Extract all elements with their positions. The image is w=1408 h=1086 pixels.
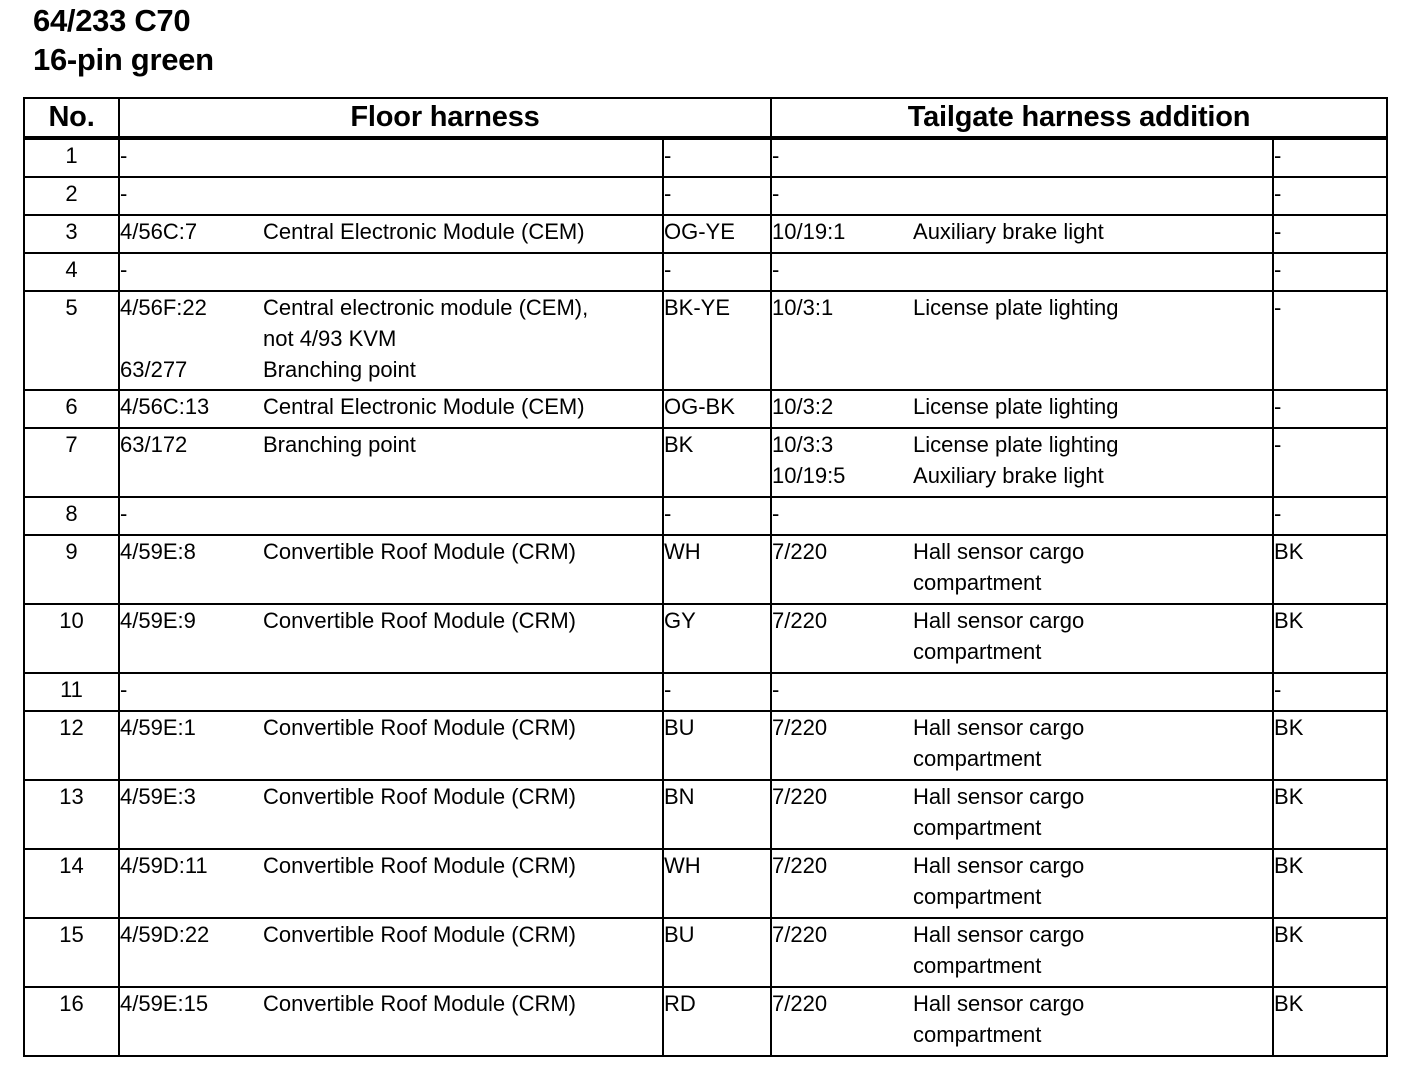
tail-harness-entries <box>771 780 1273 849</box>
table-row <box>24 711 1387 780</box>
connector-id-title: 64/233 C70 <box>33 3 191 38</box>
table-row <box>24 428 1387 497</box>
floor-harness-entries <box>119 918 663 987</box>
floor-wire-color: BU <box>663 711 771 780</box>
tail-harness-entries <box>771 711 1273 780</box>
tailgate-wire-color: - <box>1273 497 1387 535</box>
floor-wire-color: BK <box>663 428 771 497</box>
tailgate-wire-color: BK <box>1273 918 1387 987</box>
tail-entry-line <box>772 460 1272 491</box>
tail-component-description: compartment <box>913 884 1042 909</box>
tail-component-code: 10/3:1 <box>772 295 834 320</box>
table-row <box>24 918 1387 987</box>
tail-entry-line <box>772 636 1272 667</box>
tailgate-wire-color: - <box>1273 291 1387 390</box>
floor-harness-entries <box>119 138 663 177</box>
floor-harness-entries <box>119 673 663 711</box>
pin-number: 13 <box>24 780 119 849</box>
floor-component-description: Central Electronic Module (CEM) <box>263 219 585 244</box>
table-row <box>24 138 1387 177</box>
tail-component-code <box>772 636 913 667</box>
floor-component-code: - <box>120 677 128 702</box>
tail-component-description <box>913 498 1272 529</box>
pin-number: 2 <box>24 177 119 215</box>
tailgate-wire-color: - <box>1273 673 1387 711</box>
floor-component-code: - <box>120 143 128 168</box>
floor-wire-color: RD <box>663 987 771 1056</box>
tail-entry-line <box>772 429 1272 460</box>
tail-entry-line <box>772 216 1272 247</box>
tail-entry-line <box>772 567 1272 598</box>
floor-entry-line <box>120 178 662 209</box>
floor-wire-color: - <box>663 177 771 215</box>
floor-wire-color: GY <box>663 604 771 673</box>
pinout-table-body <box>24 138 1387 1056</box>
floor-wire-color: - <box>663 253 771 291</box>
floor-wire-color: - <box>663 497 771 535</box>
floor-entry-line <box>120 712 662 743</box>
tail-component-code: - <box>772 143 780 168</box>
floor-component-description: Convertible Roof Module (CRM) <box>263 608 576 633</box>
header-floor-harness: Floor harness <box>119 98 771 138</box>
floor-component-code: - <box>120 257 128 282</box>
tail-component-description: compartment <box>913 570 1042 595</box>
floor-component-code: 63/277 <box>120 357 188 382</box>
tail-entry-line <box>772 988 1272 1019</box>
pinout-table <box>23 97 1388 1057</box>
pin-number: 1 <box>24 138 119 177</box>
tail-harness-entries <box>771 918 1273 987</box>
tail-component-code: 7/220 <box>772 608 828 633</box>
tailgate-wire-color: BK <box>1273 987 1387 1056</box>
tail-component-code <box>772 881 913 912</box>
floor-entry-line <box>120 536 662 567</box>
floor-wire-color: WH <box>663 849 771 918</box>
tail-component-description <box>913 254 1272 285</box>
tail-component-description: compartment <box>913 815 1042 840</box>
table-row <box>24 177 1387 215</box>
floor-component-description: Convertible Roof Module (CRM) <box>263 991 576 1016</box>
floor-component-description: Convertible Roof Module (CRM) <box>263 784 576 809</box>
tail-component-code: 7/220 <box>772 991 828 1016</box>
tail-component-description: Auxiliary brake light <box>913 463 1104 488</box>
header-no: No. <box>24 98 119 138</box>
pin-number: 9 <box>24 535 119 604</box>
tail-harness-entries <box>771 673 1273 711</box>
table-row <box>24 849 1387 918</box>
floor-wire-color: BK-YE <box>663 291 771 390</box>
tail-harness-entries <box>771 138 1273 177</box>
tail-component-description: Hall sensor cargo <box>913 715 1085 740</box>
tailgate-wire-color: BK <box>1273 780 1387 849</box>
floor-harness-entries <box>119 177 663 215</box>
floor-component-code: 4/59D:22 <box>120 922 210 947</box>
pin-number: 3 <box>24 215 119 253</box>
floor-entry-line <box>120 354 662 385</box>
table-row <box>24 673 1387 711</box>
tail-harness-entries <box>771 215 1273 253</box>
floor-component-code: 4/56C:13 <box>120 394 210 419</box>
tailgate-wire-color: BK <box>1273 711 1387 780</box>
floor-component-code: 4/59E:15 <box>120 991 209 1016</box>
tail-harness-entries <box>771 428 1273 497</box>
tail-component-description: compartment <box>913 1022 1042 1047</box>
tail-harness-entries <box>771 253 1273 291</box>
tail-component-code <box>772 743 913 774</box>
tail-component-code: 10/3:3 <box>772 432 834 457</box>
table-header-row <box>24 98 1387 138</box>
tail-harness-entries <box>771 177 1273 215</box>
tail-entry-line <box>772 881 1272 912</box>
tail-harness-entries <box>771 604 1273 673</box>
tail-component-code: - <box>772 181 780 206</box>
floor-entry-line <box>120 988 662 1019</box>
floor-harness-entries <box>119 253 663 291</box>
floor-harness-entries <box>119 291 663 390</box>
tail-harness-entries <box>771 390 1273 428</box>
tail-entry-line <box>772 536 1272 567</box>
tail-component-description <box>913 178 1272 209</box>
pin-number: 16 <box>24 987 119 1056</box>
tail-component-description: Hall sensor cargo <box>913 784 1085 809</box>
floor-entry-line <box>120 498 662 529</box>
tailgate-wire-color: - <box>1273 253 1387 291</box>
floor-component-description: Branching point <box>263 357 416 382</box>
pin-number: 7 <box>24 428 119 497</box>
tail-component-code: - <box>772 501 780 526</box>
tail-harness-entries <box>771 849 1273 918</box>
tail-component-description: compartment <box>913 953 1042 978</box>
floor-component-code: 4/59D:11 <box>120 853 208 878</box>
tail-component-description: License plate lighting <box>913 295 1119 320</box>
pin-number: 5 <box>24 291 119 390</box>
pin-number: 4 <box>24 253 119 291</box>
tail-harness-entries <box>771 987 1273 1056</box>
floor-component-description: not 4/93 KVM <box>263 326 397 351</box>
tailgate-wire-color: - <box>1273 215 1387 253</box>
floor-wire-color: BU <box>663 918 771 987</box>
floor-harness-entries <box>119 497 663 535</box>
pin-number: 10 <box>24 604 119 673</box>
tail-component-description: License plate lighting <box>913 394 1119 419</box>
tailgate-wire-color: - <box>1273 428 1387 497</box>
pin-number: 15 <box>24 918 119 987</box>
tail-entry-line <box>772 674 1272 705</box>
tailgate-wire-color: BK <box>1273 535 1387 604</box>
floor-harness-entries <box>119 987 663 1056</box>
tail-entry-line <box>772 812 1272 843</box>
floor-component-code: - <box>120 501 128 526</box>
tail-harness-entries <box>771 535 1273 604</box>
table-row <box>24 390 1387 428</box>
tailgate-wire-color: BK <box>1273 849 1387 918</box>
tail-entry-line <box>772 140 1272 171</box>
floor-wire-color: - <box>663 138 771 177</box>
floor-wire-color: OG-BK <box>663 390 771 428</box>
tail-component-code: - <box>772 257 780 282</box>
floor-component-description: Convertible Roof Module (CRM) <box>263 715 576 740</box>
tail-component-description <box>913 674 1272 705</box>
floor-entry-line <box>120 919 662 950</box>
floor-component-code: 4/59E:8 <box>120 539 196 564</box>
tail-entry-line <box>772 850 1272 881</box>
tail-entry-line <box>772 391 1272 422</box>
tail-component-description: Hall sensor cargo <box>913 608 1085 633</box>
tail-entry-line <box>772 1019 1272 1050</box>
tail-component-code <box>772 812 913 843</box>
table-row <box>24 215 1387 253</box>
tail-component-description: License plate lighting <box>913 432 1119 457</box>
floor-entry-line <box>120 605 662 636</box>
floor-entry-line <box>120 391 662 422</box>
tail-component-description <box>913 140 1272 171</box>
pin-number: 11 <box>24 673 119 711</box>
floor-component-description: Branching point <box>263 432 416 457</box>
tail-entry-line <box>772 605 1272 636</box>
floor-component-description <box>263 178 662 209</box>
table-row <box>24 253 1387 291</box>
floor-harness-entries <box>119 711 663 780</box>
floor-entry-line <box>120 216 662 247</box>
tailgate-wire-color: BK <box>1273 604 1387 673</box>
floor-component-code: 4/59E:1 <box>120 715 196 740</box>
tail-component-code: 7/220 <box>772 539 828 564</box>
tail-component-code: - <box>772 677 780 702</box>
floor-entry-line <box>120 781 662 812</box>
floor-entry-line <box>120 674 662 705</box>
tail-component-description: Hall sensor cargo <box>913 853 1085 878</box>
table-row <box>24 497 1387 535</box>
floor-harness-entries <box>119 535 663 604</box>
tail-harness-entries <box>771 291 1273 390</box>
tailgate-wire-color: - <box>1273 390 1387 428</box>
tail-component-code: 7/220 <box>772 784 828 809</box>
tail-component-code: 10/19:5 <box>772 463 846 488</box>
tail-entry-line <box>772 950 1272 981</box>
floor-component-code: 4/59E:3 <box>120 784 196 809</box>
floor-component-description <box>263 674 662 705</box>
table-row <box>24 535 1387 604</box>
tail-component-code: 10/3:2 <box>772 394 834 419</box>
table-row <box>24 291 1387 390</box>
floor-component-code: 4/56F:22 <box>120 295 207 320</box>
floor-component-description: Central Electronic Module (CEM) <box>263 394 585 419</box>
tail-component-code: 10/19:1 <box>772 219 846 244</box>
floor-entry-line <box>120 140 662 171</box>
floor-component-description <box>263 140 662 171</box>
tail-component-description: Auxiliary brake light <box>913 219 1104 244</box>
tailgate-wire-color: - <box>1273 177 1387 215</box>
floor-harness-entries <box>119 428 663 497</box>
header-tailgate-harness: Tailgate harness addition <box>771 98 1387 138</box>
tail-entry-line <box>772 712 1272 743</box>
tail-entry-line <box>772 781 1272 812</box>
pin-number: 6 <box>24 390 119 428</box>
floor-entry-line <box>120 850 662 881</box>
floor-component-code: 63/172 <box>120 432 188 457</box>
tail-entry-line <box>772 178 1272 209</box>
floor-component-description <box>263 254 662 285</box>
floor-wire-color: WH <box>663 535 771 604</box>
tail-entry-line <box>772 254 1272 285</box>
floor-entry-line <box>120 323 662 354</box>
tail-entry-line <box>772 498 1272 529</box>
tail-entry-line <box>772 743 1272 774</box>
floor-harness-entries <box>119 215 663 253</box>
tail-component-description: Hall sensor cargo <box>913 922 1085 947</box>
floor-component-description: Convertible Roof Module (CRM) <box>263 853 576 878</box>
floor-component-code: 4/56C:7 <box>120 219 198 244</box>
tail-entry-line <box>772 292 1272 323</box>
floor-entry-line <box>120 429 662 460</box>
tail-component-code <box>772 1019 913 1050</box>
tailgate-wire-color: - <box>1273 138 1387 177</box>
tail-component-code <box>772 950 913 981</box>
tail-component-code: 7/220 <box>772 853 828 878</box>
floor-component-code: - <box>120 181 128 206</box>
tail-component-description: compartment <box>913 746 1042 771</box>
floor-component-description <box>263 498 662 529</box>
tail-component-description: Hall sensor cargo <box>913 991 1085 1016</box>
floor-harness-entries <box>119 849 663 918</box>
tail-component-code <box>772 567 913 598</box>
floor-component-code: 4/59E:9 <box>120 608 196 633</box>
pin-number: 14 <box>24 849 119 918</box>
table-row <box>24 780 1387 849</box>
floor-component-description: Convertible Roof Module (CRM) <box>263 539 576 564</box>
pin-number: 12 <box>24 711 119 780</box>
floor-entry-line <box>120 254 662 285</box>
floor-wire-color: OG-YE <box>663 215 771 253</box>
floor-harness-entries <box>119 390 663 428</box>
tail-harness-entries <box>771 497 1273 535</box>
floor-harness-entries <box>119 780 663 849</box>
floor-entry-line <box>120 292 662 323</box>
table-row <box>24 604 1387 673</box>
tail-component-code: 7/220 <box>772 922 828 947</box>
tail-component-description: compartment <box>913 639 1042 664</box>
floor-component-description: Convertible Roof Module (CRM) <box>263 922 576 947</box>
floor-harness-entries <box>119 604 663 673</box>
floor-wire-color: - <box>663 673 771 711</box>
floor-wire-color: BN <box>663 780 771 849</box>
floor-component-description: Central electronic module (CEM), <box>263 295 589 320</box>
tail-component-description: Hall sensor cargo <box>913 539 1085 564</box>
table-row <box>24 987 1387 1056</box>
tail-entry-line <box>772 919 1272 950</box>
pin-number: 8 <box>24 497 119 535</box>
connector-description-title: 16-pin green <box>33 42 214 77</box>
floor-component-code <box>120 323 263 354</box>
tail-component-code: 7/220 <box>772 715 828 740</box>
